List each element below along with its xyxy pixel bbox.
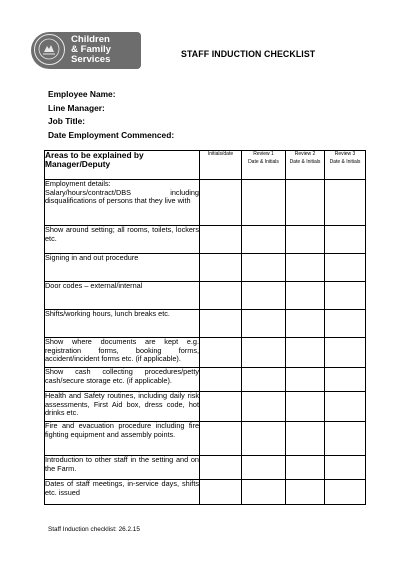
- checklist-item: [45, 480, 200, 505]
- review-1-cell[interactable]: [242, 310, 286, 338]
- table-header-row: [45, 151, 366, 180]
- checklist-item-text: Dates of staff meetings, in-service days, shifts etc. issued: [45, 479, 199, 497]
- checklist-item: [45, 392, 200, 422]
- checklist-item: [45, 368, 200, 392]
- review-2-cell[interactable]: [286, 368, 325, 392]
- review-1-cell[interactable]: [242, 226, 286, 254]
- children-family-services-logo: [31, 32, 141, 69]
- initials-date-cell[interactable]: [200, 422, 242, 456]
- checklist-item-text: Door codes – external/internal: [45, 281, 143, 290]
- logo-line: Children: [71, 34, 110, 45]
- checklist-item-text: Show around setting; all rooms, toilets, lockers etc.: [45, 225, 199, 243]
- column-header-subline: Date & Initials: [248, 159, 279, 165]
- review-1-cell[interactable]: [242, 282, 286, 310]
- date-commenced-label: Date Employment Commenced:: [48, 129, 175, 140]
- areas-column-header: Areas to be explained by Manager/Deputy: [45, 151, 200, 180]
- table-row: [45, 480, 366, 505]
- review-2-cell[interactable]: [286, 338, 325, 368]
- review-2-cell[interactable]: [286, 254, 325, 282]
- initials-date-cell[interactable]: [200, 480, 242, 505]
- table-row: [45, 254, 366, 282]
- table-row: [45, 392, 366, 422]
- review-2-column-header: [286, 151, 325, 180]
- review-3-cell[interactable]: [325, 368, 366, 392]
- initials-date-cell[interactable]: [200, 368, 242, 392]
- initials-date-cell[interactable]: [200, 310, 242, 338]
- checklist-item: [45, 310, 200, 338]
- job-title-label: Job Title:: [48, 116, 86, 127]
- review-1-cell[interactable]: [242, 456, 286, 480]
- checklist-item: [45, 226, 200, 254]
- table-row: [45, 180, 366, 226]
- column-header-line: Review 1: [253, 151, 274, 157]
- initials-date-cell[interactable]: [200, 456, 242, 480]
- checklist-item-heading: Employment details:: [45, 179, 111, 188]
- checklist-item-text: Salary/hours/contract/DBS including disqualifications of persons that they live with: [45, 187, 199, 206]
- column-header-subline: Date & Initials: [329, 159, 361, 165]
- checklist-item-text: Show cash collecting procedures/petty cash/secure storage etc. (if applicable).: [45, 367, 199, 385]
- initials-date-cell[interactable]: [200, 392, 242, 422]
- logo-text: [71, 35, 111, 66]
- review-2-cell[interactable]: [286, 226, 325, 254]
- initials-date-column-header: [200, 151, 242, 180]
- column-header-line: Review 2: [294, 151, 316, 157]
- table-row: [45, 338, 366, 368]
- review-1-cell[interactable]: [242, 338, 286, 368]
- footer-note: Staff Induction checklist: 26.2.15: [48, 526, 140, 533]
- column-header-line: Initials/date: [207, 151, 234, 157]
- review-3-cell[interactable]: [325, 180, 366, 226]
- checklist-item-text: Fire and evacuation procedure including fire fighting equipment and assembly points.: [45, 421, 199, 439]
- table-row: [45, 368, 366, 392]
- initials-date-cell[interactable]: [200, 338, 242, 368]
- logo-line: Services: [71, 54, 111, 66]
- checklist-item-text: Introduction to other staff in the setting and on the Farm.: [45, 455, 199, 473]
- review-1-column-header: [242, 151, 286, 180]
- review-1-cell[interactable]: [242, 480, 286, 505]
- table-row: [45, 226, 366, 254]
- document-title: STAFF INDUCTION CHECKLIST: [181, 49, 316, 59]
- review-2-cell[interactable]: [286, 422, 325, 456]
- checklist-item: [45, 456, 200, 480]
- checklist-item-text: Show where documents are kept e.g. registration forms, booking forms, accident/incident forms etc. (if applicable).: [45, 337, 199, 364]
- column-header-subline: Date & Initials: [289, 159, 321, 165]
- checklist-item-text: Signing in and out procedure: [45, 253, 139, 262]
- table-row: [45, 422, 366, 456]
- review-3-cell[interactable]: [325, 310, 366, 338]
- review-2-cell[interactable]: [286, 456, 325, 480]
- table-row: [45, 456, 366, 480]
- initials-date-cell[interactable]: [200, 180, 242, 226]
- review-2-cell[interactable]: [286, 310, 325, 338]
- review-3-cell[interactable]: [325, 480, 366, 505]
- review-2-cell[interactable]: [286, 282, 325, 310]
- review-3-cell[interactable]: [325, 456, 366, 480]
- table-row: [45, 310, 366, 338]
- initials-date-cell[interactable]: [200, 282, 242, 310]
- employee-fields: [48, 88, 174, 142]
- checklist-item: [45, 338, 200, 368]
- review-3-cell[interactable]: [325, 254, 366, 282]
- initials-date-cell[interactable]: [200, 254, 242, 282]
- column-header-line: Review 3: [334, 151, 356, 157]
- review-1-cell[interactable]: [242, 392, 286, 422]
- checklist-item-text: Health and Safety routines, including daily risk assessments, First Aid box, dress code, hot drinks etc.: [45, 391, 199, 418]
- review-2-cell[interactable]: [286, 392, 325, 422]
- review-3-cell[interactable]: [325, 226, 366, 254]
- induction-checklist-table: [44, 150, 366, 505]
- review-3-cell[interactable]: [325, 338, 366, 368]
- employee-name-label: Employee Name:: [48, 89, 116, 99]
- review-3-cell[interactable]: [325, 392, 366, 422]
- review-1-cell[interactable]: [242, 180, 286, 226]
- checklist-item: [45, 422, 200, 456]
- initials-date-cell[interactable]: [200, 226, 242, 254]
- review-1-cell[interactable]: [242, 368, 286, 392]
- line-manager-label: Line Manager:: [48, 102, 105, 113]
- table-row: [45, 282, 366, 310]
- checklist-item-text: Shifts/working hours, lunch breaks etc.: [45, 309, 170, 318]
- logo-line: & Family: [71, 44, 111, 56]
- checklist-item: [45, 254, 200, 282]
- review-1-cell[interactable]: [242, 422, 286, 456]
- checklist-item: [45, 282, 200, 310]
- review-3-column-header: [325, 151, 366, 180]
- checklist-item: [45, 180, 200, 226]
- review-1-cell[interactable]: [242, 254, 286, 282]
- review-3-cell[interactable]: [325, 282, 366, 310]
- council-seal-icon: [34, 34, 65, 65]
- review-2-cell[interactable]: [286, 480, 325, 505]
- review-2-cell[interactable]: [286, 180, 325, 226]
- review-3-cell[interactable]: [325, 422, 366, 456]
